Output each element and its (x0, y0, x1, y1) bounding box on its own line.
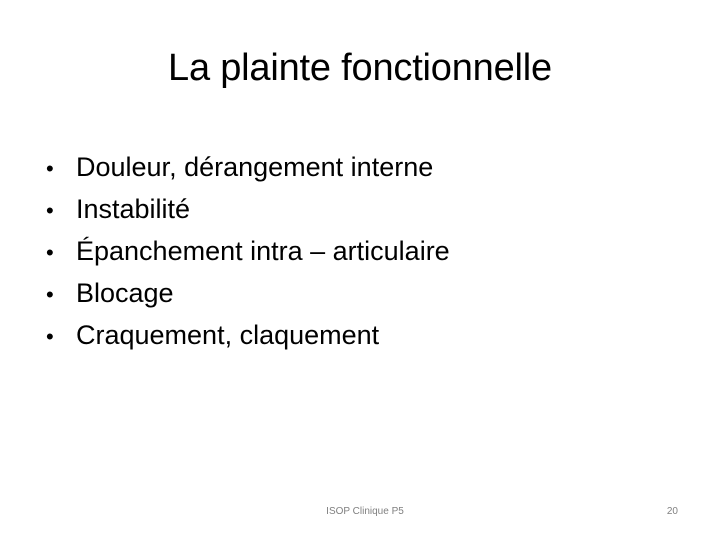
bullet-list (46, 146, 450, 356)
page-number: 20 (666, 506, 678, 517)
bullet-icon: • (46, 240, 54, 265)
slide-title: La plainte fonctionnelle (168, 47, 552, 89)
list-item (46, 146, 450, 188)
bullet-icon: • (46, 156, 54, 181)
bullet-text: Douleur, dérangement interne (76, 152, 434, 182)
bullet-text: Instabilité (76, 194, 191, 224)
list-item (46, 230, 450, 272)
list-item (46, 272, 450, 314)
bullet-icon: • (46, 282, 54, 307)
bullet-text: Épanchement intra – articulaire (76, 236, 450, 266)
bullet-icon: • (46, 198, 54, 223)
bullet-text: Craquement, claquement (76, 320, 380, 350)
list-item (46, 314, 450, 356)
footer-text: ISOP Clinique P5 (326, 506, 404, 517)
bullet-icon: • (46, 324, 54, 349)
list-item (46, 188, 450, 230)
bullet-text: Blocage (76, 278, 174, 308)
